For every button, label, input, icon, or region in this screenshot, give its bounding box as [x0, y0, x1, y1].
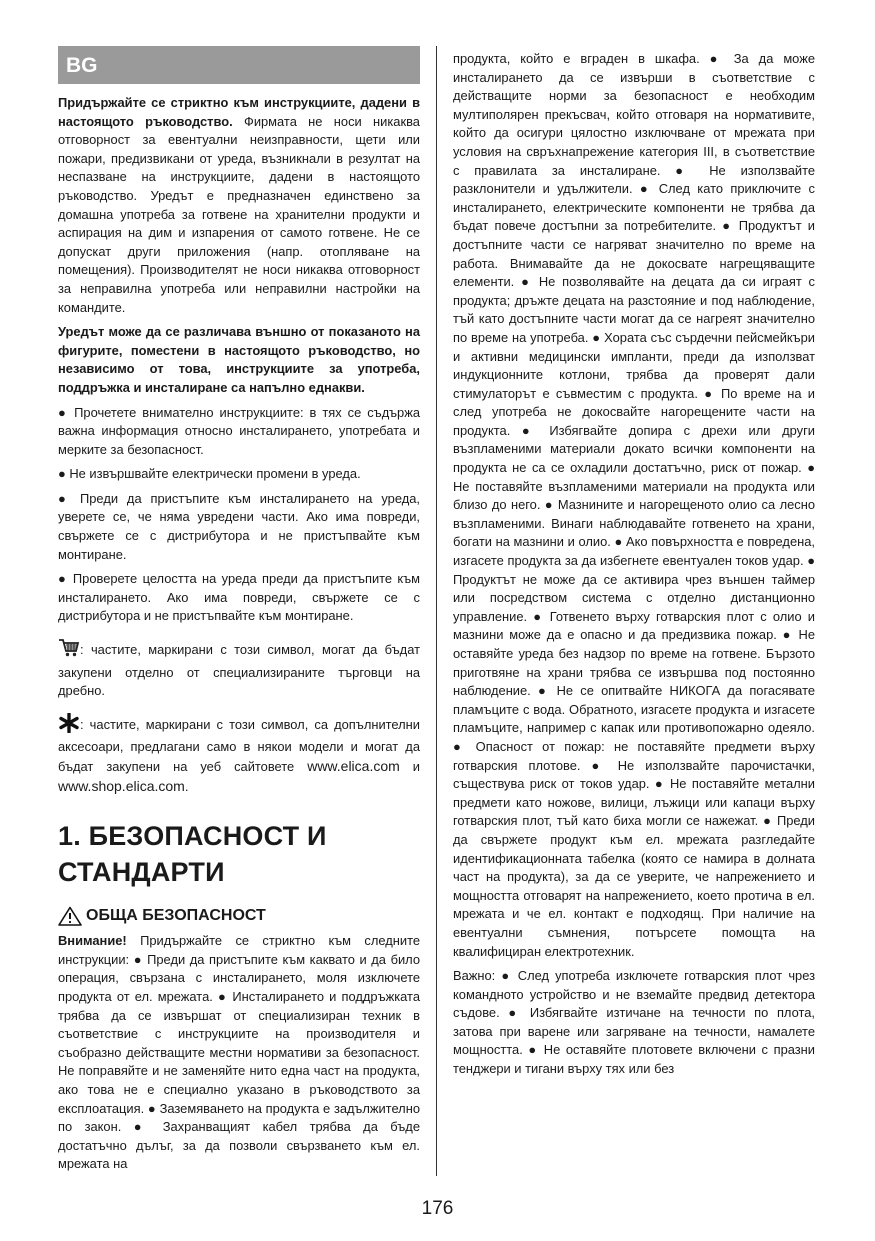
language-header: BG — [58, 46, 420, 84]
section-title-line1: 1. БЕЗОПАСНОСТ И — [58, 821, 327, 852]
general-safety-paragraph — [58, 932, 420, 1174]
intro-text: Фирмата не носи никаква отговорност за евентуални неизправности, щети или пожари, предизвикани от уреда, възникнали в резултат на неспазване на инструкциите, дадени в настоящото ръководство. Уредът е предназначен единствено за домашна употреба за готвене на хранителни продукти и аспирация на дим и изпарения от самото готвене. Не се допускат други приложения (напр. отопляване на помещения). Производителят не носи никаква отговорност за неправилна употреба или неправилни настройки на командите. — [58, 113, 420, 315]
right-column — [453, 50, 815, 1085]
asterisk-icon — [58, 713, 80, 739]
cart-symbol-note — [58, 638, 420, 701]
star-note-text: : частите, маркирани с този символ, са допълнителни аксесоари, предлагани само в някои модели и могат да бъдат закупени на уеб сайтовете — [58, 716, 420, 774]
bullet-read-instructions: ● Прочетете внимателно инструкциите: в тях се съдържа важна информация относно инсталирането, употребата и мерките за безопасност. — [58, 404, 420, 457]
left-column — [58, 46, 420, 1180]
section-title — [58, 818, 420, 890]
site-period: . — [184, 778, 189, 794]
bullet-check-integrity: ● Проверете целостта на уреда преди да пристъпите към инсталирането. Ако има повреди, свържете се с дистрибутора и не пристъпвайте към монтиране. — [58, 571, 420, 624]
cart-note-text: : частите, маркирани с този символ, могат да бъдат закупени отделно от специализираните търговци на дребно. — [58, 642, 420, 699]
website-link-shop[interactable]: www.shop.elica.com — [58, 777, 185, 794]
appearance-warning: Уредът може да се различава външно от показаното на фигурите, поместени в настоящото ръководство, но независимо от това, инструкциите за употреба, поддръжка и инсталиране са напълно еднакви. — [58, 324, 420, 395]
safety-continued-paragraph: продукта, който е вграден в шкафа. ● За да може инсталирането да се извърши в съответствие с действащите норми за безопасност е необходим мултиполярен прекъсвач, който отговаря на нормативите, който да осигури цялостно изключване от мрежата при условия на свръхнапрежение категория III, в съответствие с правилата за инсталиране. ● Не използвайте разклонители и удължители. ● След като приключите с инсталирането, електрическите компоненти не трябва да бъдат повече достъпни за потребителите. ● Продуктът и достъпните части се нагряват значително по време на работа. Внимавайте да не докосвате нагрещяващите елементи. ● Не позволявайте на децата да си играят с продукта; дръжте децата на разстояние и под наблюдение, тъй като достъпните части могат да се нагреят значително по време на употреба. ● Хората със сърдечни пейсмейкъри и активни медицински импланти, преди да използват индукционните котлони, трябва да проверят дали стимулаторът е съвместим с продукта. ● По време на и след употреба не докосвайте нагорещените части на продукта. ● Избягвайте допира с дрехи или други възпламеними материали докато всички компоненти на продукта не са се охладили достатъчно, риск от пожар. ● Не поставяйте възпламеними материали на продукта или близо до него. ● Мазнините и нагорещеното олио са лесно възпламеними. Винаги наблюдавайте готвенето на храни, богати на мазнини и олио. ● Ако повърхността е повредена, изгасете продукта за да избегнете евентуален токов удар. ● Продуктът не може да се активира чрез външен таймер или посредством система с отделно дистанционно управление. ● Готвенето върху готварския плот с олио и мазнини може да е опасно и да предизвика пожар. ● Не оставяйте уреда без надзор по време на готвене. Бързото приготвяне на храни трябва се извършва под постоянно наблюдение. ● Не се опитвайте НИКОГА да погасявате пламъците с вода. Обратното, изгасете продукта и изгасете пламъците, например с капак или противопожарно одеяло. ● Опасност от пожар: не поставяйте предмети върху готварския плотове. ● Не използвайте парочистачки, съществува риск от токов удар. ● Не поставяйте метални предмети като ножове, вилици, лъжици или капаци върху готварския плот, тъй като биха могли се нажежат. ● Преди да свържете продукт към ел. мрежата разгледайте идентификационната табелка (която се намира в долната част на продукта), за да се уверите, че напрежението и мощността отговарят на напрежението, което протича в ел. мрежата и че ел. контакт е подходящ. При наличие на евентуални съмнения, потърсете помощта на квалифициран електротехник. — [453, 51, 815, 959]
site-conjunction: и — [399, 759, 420, 774]
subsection-title-text: ОБЩА БЕЗОПАСНОСТ — [86, 907, 266, 925]
intro-bold: Придържайте се стриктно към инструкциите, дадени в настоящото ръководство. — [58, 95, 420, 129]
bullet-no-electrical-changes: ● Не извършвайте електрически промени в уреда. — [58, 466, 361, 482]
intro-paragraph — [58, 94, 420, 317]
shopping-cart-icon — [58, 638, 80, 664]
star-symbol-note — [58, 713, 420, 796]
attention-text: Придържайте се стриктно към следните инструкции: ● Преди да пристъпите към каквато и да било операция, свързана с инсталирането, моля изключете продукта от ел. мрежата. ● Инсталирането и поддръжката трябва да се извършат от специализиран техник в съответствие с инструкциите на производителя и съобразно действащите местни нормативи за безопасност. Не поправяйте и не заменяйте нито една част на продукта, ако това не е специално указано в ръководството за експлоатация. ● Заземяването на продукта е задължително по закон. ● Захранващият кабел трябва да бъде достатъчно дълъг, за да позволи свързването към ел. мрежата на — [58, 933, 420, 1172]
subsection-title — [58, 906, 420, 926]
column-divider — [436, 46, 437, 1176]
website-link-elica[interactable]: www.elica.com — [307, 758, 400, 774]
section-title-line2: СТАНДАРТИ — [58, 857, 225, 888]
warning-triangle-icon — [58, 906, 82, 926]
important-paragraph: Важно: ● След употреба изключете готварския плот чрез командното устройство и не вземайте предвид детектора съдове. ● Избягвайте изтичане на течности по плота, затова при варене или загряване на течности, намалете мощността. ● Не оставяйте плотовете включени с празни тенджери и тигани върху тях или без — [453, 968, 815, 1077]
attention-label: Внимание! — [58, 933, 127, 949]
bullet-check-damage: ● Преди да пристъпите към инсталирането на уреда, уверете се, че няма увредени части. Ако има повреди, свържете се с дистрибутора и не пристъпвайте към монтиране. — [58, 490, 420, 562]
page-number: 176 — [421, 1198, 454, 1219]
